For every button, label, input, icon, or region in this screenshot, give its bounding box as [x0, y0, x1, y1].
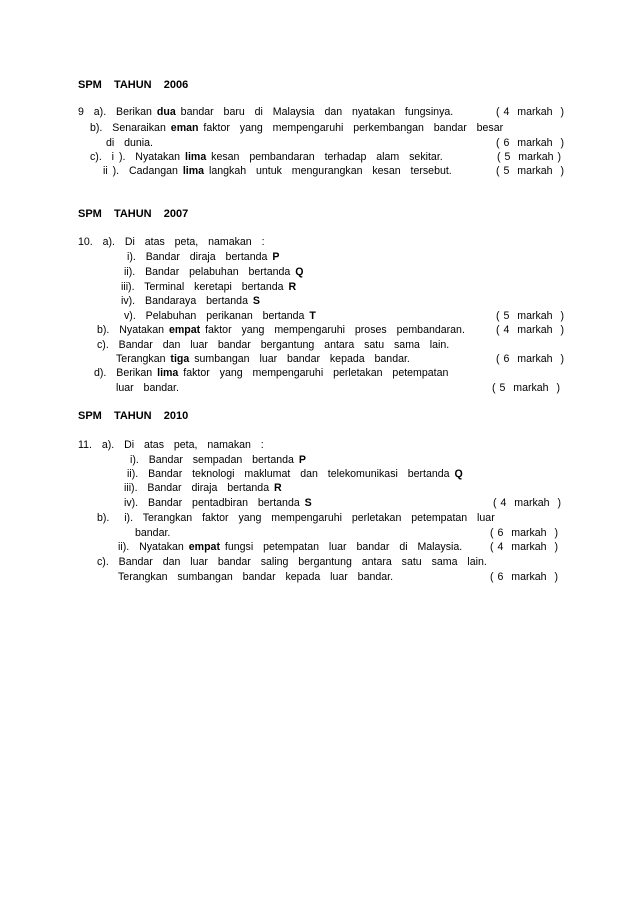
question-10a-ii: ii). Bandar pelabuhan bertanda Q [124, 266, 304, 278]
question-11a-ii: ii). Bandar teknologi maklumat dan telekomunikasi bertanda Q [127, 468, 463, 480]
question-9b-cont: di dunia. [106, 137, 153, 149]
question-10b: b). Nyatakan empat faktor yang mempengaruhi proses pembandaran. [97, 324, 465, 336]
marks-9c-ii: ( 5 markah ) [496, 165, 564, 177]
marks-11c: ( 6 markah ) [490, 571, 558, 583]
section-heading-2010: SPM TAHUN 2010 [78, 410, 189, 422]
marks-10d: ( 5 markah ) [492, 382, 560, 394]
question-11b-ii: ii). Nyatakan empat fungsi petempatan luar bandar di Malaysia. [118, 541, 463, 553]
question-11a: 11. a). Di atas peta, namakan : [78, 439, 264, 451]
marks-11b-i: ( 6 markah ) [490, 527, 558, 539]
question-11b-i-cont: bandar. [135, 527, 171, 539]
question-9b: b). Senaraikan eman faktor yang mempengaruhi perkembangan bandar besar [90, 122, 504, 134]
marks-10c: ( 6 markah ) [496, 353, 564, 365]
marks-10a: ( 5 markah ) [496, 310, 564, 322]
marks-11b-ii: ( 4 markah ) [490, 541, 558, 553]
marks-10b: ( 4 markah ) [496, 324, 564, 336]
question-9c-ii: ii ). Cadangan lima langkah untuk mengurangkan kesan tersebut. [103, 165, 452, 177]
question-10a-iii: iii). Terminal keretapi bertanda R [121, 281, 297, 293]
marks-9c-i: ( 5 markah ) [497, 151, 562, 163]
question-10c-cont: Terangkan tiga sumbangan luar bandar kepada bandar. [116, 353, 410, 365]
question-9c-i: c). i ). Nyatakan lima kesan pembandaran terhadap alam sekitar. [90, 151, 443, 163]
section-heading-2006: SPM TAHUN 2006 [78, 79, 189, 91]
question-10a-iv: iv). Bandaraya bertanda S [121, 295, 260, 307]
question-11a-i: i). Bandar sempadan bertanda P [130, 454, 306, 466]
question-10d-cont: luar bandar. [116, 382, 179, 394]
question-10a-v: v). Pelabuhan perikanan bertanda T [124, 310, 316, 322]
question-11c: c). Bandar dan luar bandar saling bergantung antara satu sama lain. [97, 556, 487, 568]
marks-9a: ( 4 markah ) [496, 106, 564, 118]
section-heading-2007: SPM TAHUN 2007 [78, 208, 189, 220]
question-11a-iii: iii). Bandar diraja bertanda R [124, 482, 282, 494]
question-11a-iv: iv). Bandar pentadbiran bertanda S [124, 497, 312, 509]
question-10c: c). Bandar dan luar bandar bergantung antara satu sama lain. [97, 339, 450, 351]
question-11b-i: b). i). Terangkan faktor yang mempengaruhi perletakan petempatan luar [97, 512, 495, 524]
question-11c-cont: Terangkan sumbangan bandar kepada luar bandar. [118, 571, 394, 583]
question-10a-i: i). Bandar diraja bertanda P [127, 251, 280, 263]
question-10a: 10. a). Di atas peta, namakan : [78, 236, 265, 248]
question-9a: 9 a). Berikan dua bandar baru di Malaysia dan nyatakan fungsinya. [78, 106, 454, 118]
question-10d: d). Berikan lima faktor yang mempengaruhi perletakan petempatan [94, 367, 449, 379]
marks-9b: ( 6 markah ) [496, 137, 564, 149]
marks-11a: ( 4 markah ) [493, 497, 561, 509]
